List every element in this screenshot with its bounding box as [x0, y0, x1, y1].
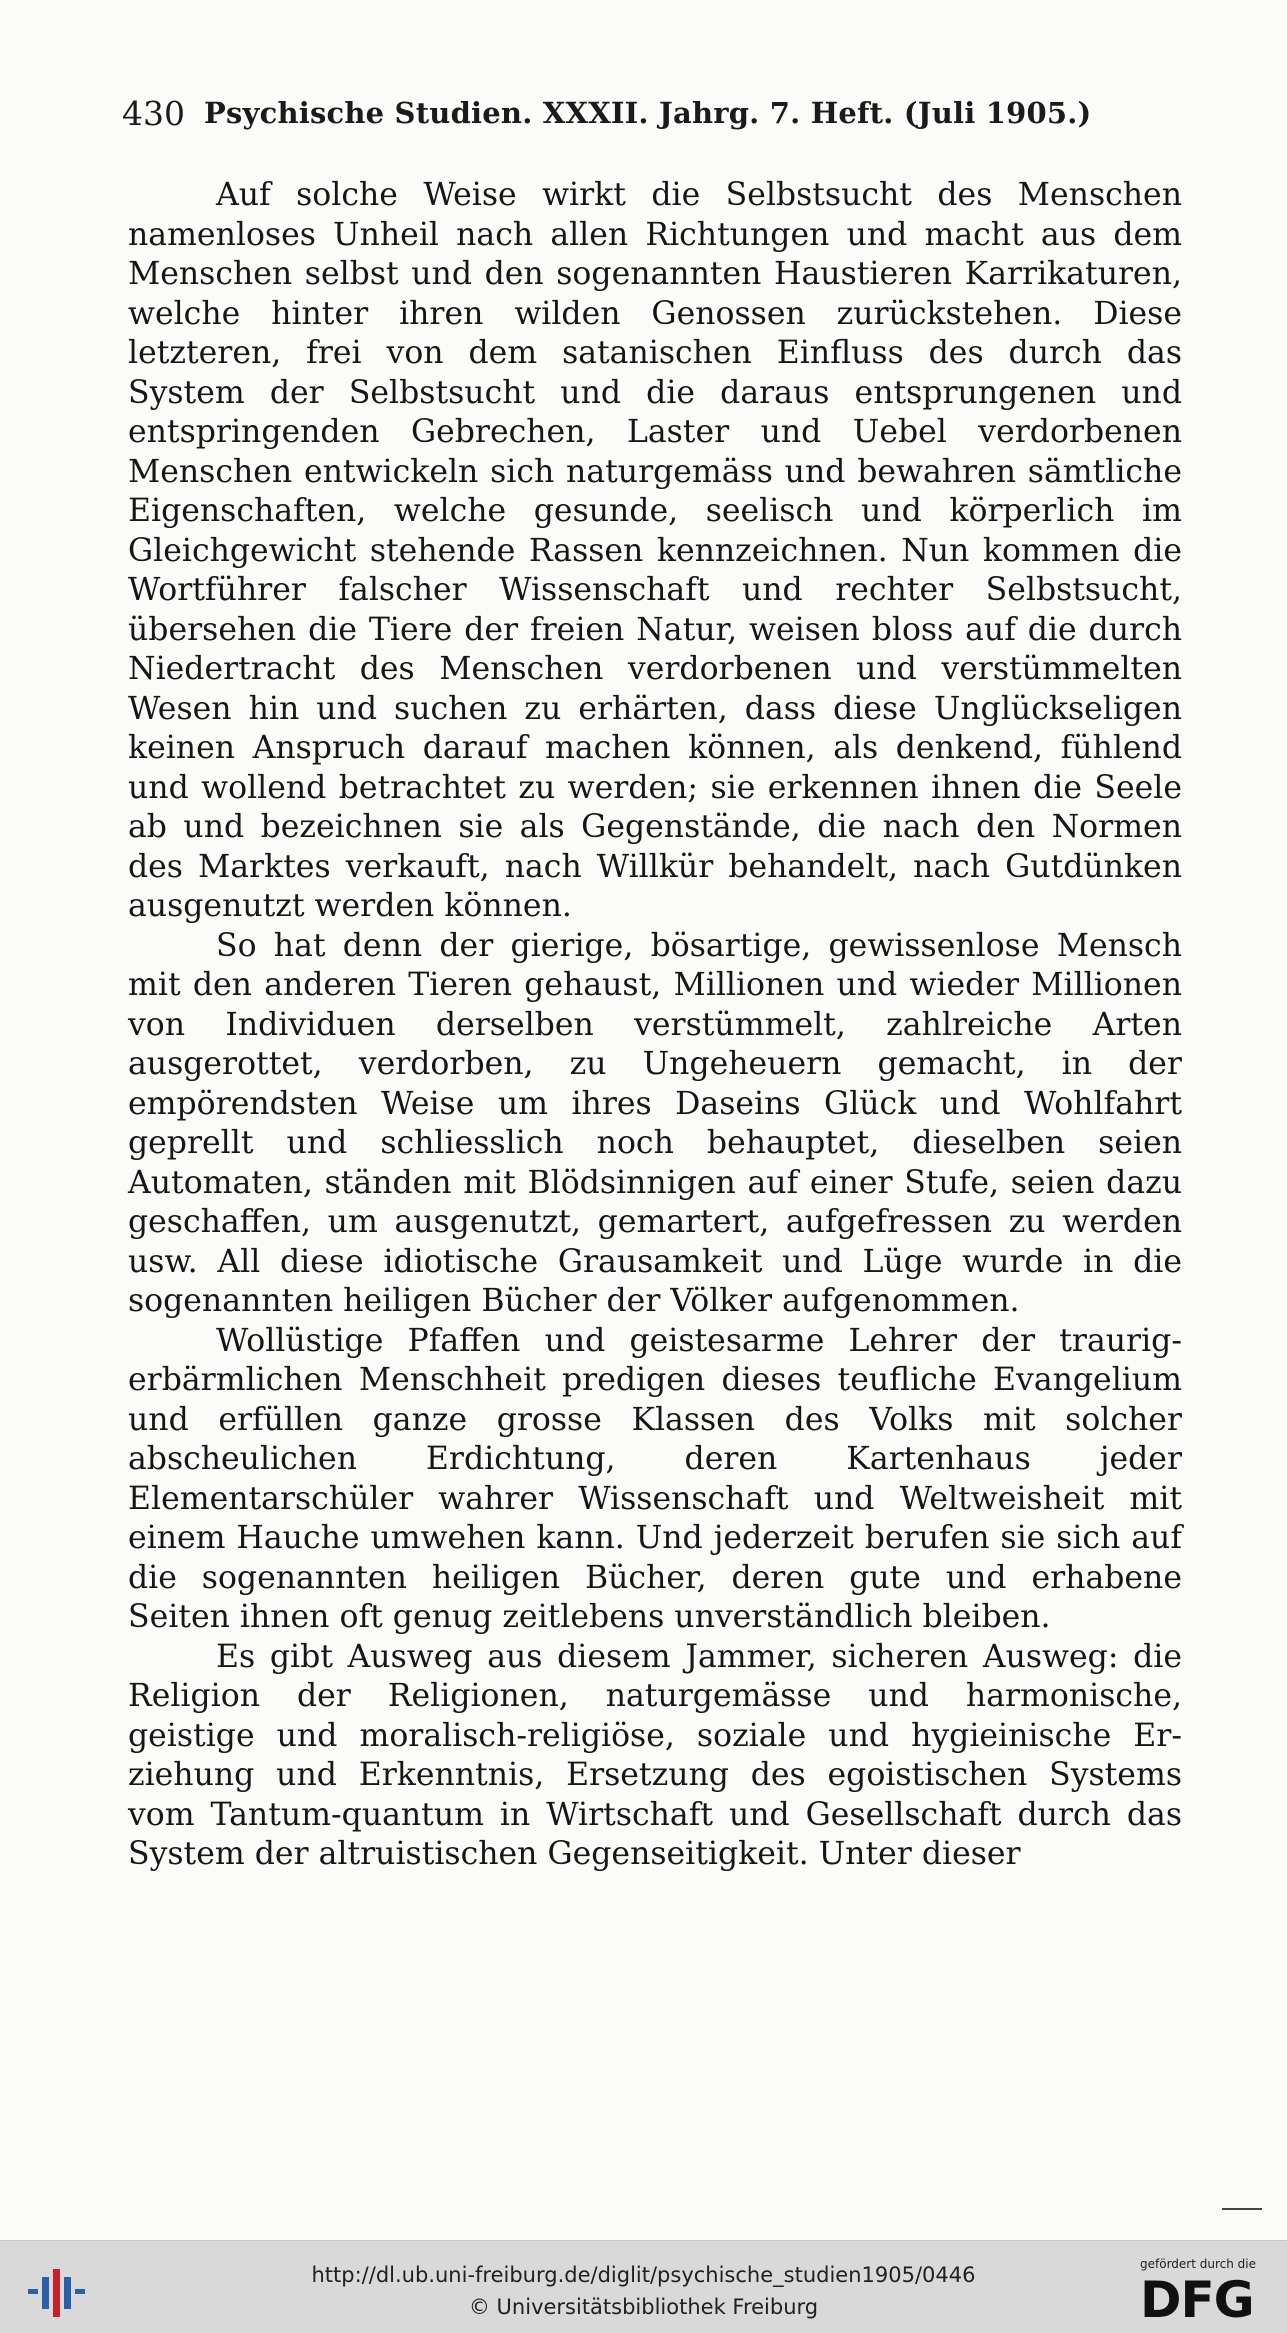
viewer-footer: [0, 2240, 1287, 2333]
paragraph: Wollüstige Pfaffen und geistesarme Lehrer der traurigerbärmlichen Menschheit predigen dieses teufliche Evangelium und erfüllen ganze grosse Klassen des Volks mit solcher abscheulichen Erdichtung, deren Kartenhaus jeder Elementarschüler wahrer Wissenschaft und Weltweisheit mit einem Hauche umwehen kann. Und jederzeit berufen sie sich auf die sogenannten heiligen Bücher, deren gute und erhabene Seiten ihnen oft genug zeitlebens unverständlich bleiben.: [128, 1322, 1182, 1635]
source-url[interactable]: http://dl.ub.uni-freiburg.de/diglit/psychische_studien1905/0446: [311, 2263, 976, 2287]
paragraph: Es gibt Ausweg aus diesem Jammer, sicheren Ausweg: die Religion der Religionen, naturgemässe und harmonische, geistige und moralisch-religiöse, soziale und hygieinische Erziehung und Erkenntnis, Ersetzung des egoistischen Systems vom Tantum-quantum in Wirtschaft und Gesellschaft durch das System der altruistischen Gegenseitigkeit. Unter dieser: [128, 1638, 1182, 1872]
page-number: 430: [122, 94, 185, 133]
article-body: [128, 176, 1182, 1875]
funding-note: gefördert durch die: [1140, 2257, 1256, 2271]
page-edge-rule: [1222, 2208, 1262, 2210]
paragraph: Auf solche Weise wirkt die Selbstsucht des Menschen namenloses Unheil nach allen Richtungen und macht aus dem Menschen selbst und den sogenannten Haustieren Karrikaturen, welche hinter ihren wilden Genossen zurückstehen. Diese letzteren, frei von dem satanischen Einfluss des durch das System der Selbstsucht und die daraus entsprungenen und entspringenden Gebrechen, Laster und Uebel verdorbenen Menschen entwickeln sich naturgemäss und bewahren sämtliche Eigenschaften, welche gesunde, seelisch und körperlich im Gleichgewicht stehende Rassen kennzeichnen. Nun kommen die Wortführer falscher Wissenschaft und rechter Selbstsucht, übersehen die Tiere der freien Natur, weisen bloss auf die durch Niedertracht des Menschen verdorbenen und verstümmelten Wesen hin und suchen zu erhärten, dass diese Unglückseligen keinen Anspruch darauf machen können, als denkend, fühlend und wollend betrachtet zu werden; sie erkennen ihnen die Seele ab und bezeichnen sie als Gegenstände, die nach den Normen des Marktes verkauft, nach Willkür behandelt, nach Gutdünken ausgenutzt werden können.: [128, 177, 1182, 924]
paragraph: So hat denn der gierige, bösartige, gewissenlose Mensch mit den anderen Tieren gehaust, Millionen und wieder Millionen von Individuen derselben verstümmelt, zahlreiche Arten ausgerottet, verdorben, zu Ungeheuern gemacht, in der empörendsten Weise um ihres Daseins Glück und Wohlfahrt geprellt und schliesslich noch behauptet, dieselben seien Automaten, ständen mit Blödsinnigen auf einer Stufe, seien dazu geschaffen, um ausgenutzt, gemartert, aufgefressen zu werden usw. All diese idiotische Grausamkeit und Lüge wurde in die sogenannten heiligen Bücher der Völker aufgenommen.: [128, 927, 1182, 1319]
copyright-notice: © Universitätsbibliothek Freiburg: [468, 2295, 819, 2319]
running-title: Psychische Studien. XXXII. Jahrg. 7. Heft. (Juli 1905.): [204, 96, 1092, 130]
page-header: [122, 94, 1202, 140]
dfg-logo: DFG: [1140, 2271, 1254, 2329]
